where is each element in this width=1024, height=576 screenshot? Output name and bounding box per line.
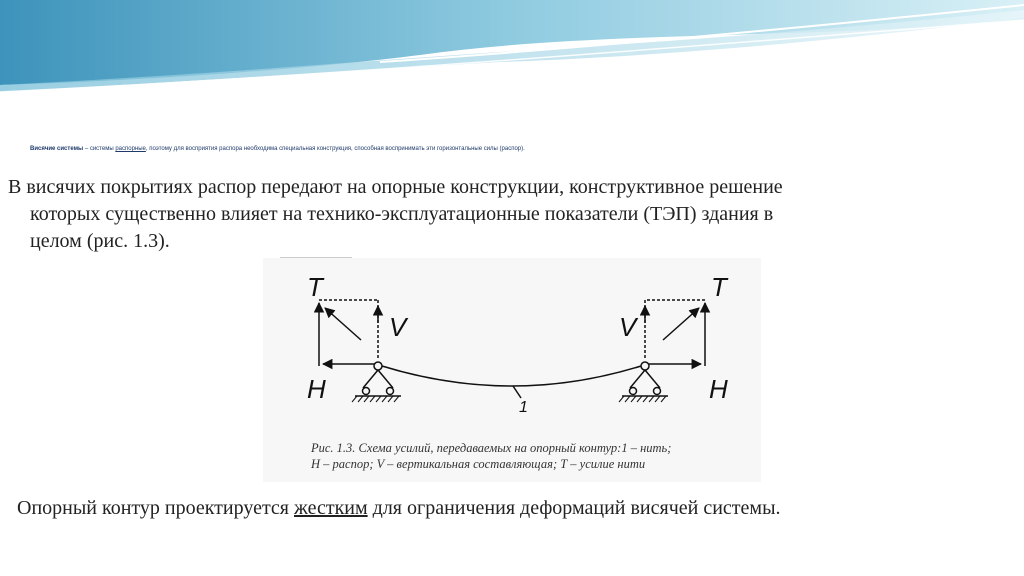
- caption-line1: Рис. 1.3. Схема усилий, передаваемых на опорный контур:1 – нить;: [311, 441, 672, 455]
- label-H-left: H: [307, 374, 326, 404]
- figure-caption: [311, 440, 751, 472]
- cable-curve: [382, 366, 641, 386]
- label-V-left: V: [389, 312, 407, 342]
- para1-line2: которых существенно влияет на технико-эксплуатационные показатели (ТЭП) здания в: [30, 203, 774, 225]
- para1-line3: целом (рис. 1.3).: [30, 230, 170, 252]
- label-T-left: T: [307, 272, 323, 302]
- note-link[interactable]: распорные: [115, 146, 146, 152]
- para2-before: Опорный контур проектируется: [17, 497, 295, 519]
- label-cable: 1: [519, 399, 528, 416]
- label-T-right: T: [711, 272, 727, 302]
- para2-emph: жестким: [294, 497, 368, 519]
- paragraph-1: [8, 174, 1024, 255]
- note-part1: – системы: [83, 146, 116, 152]
- note-part2: , поэтому для восприятия распора необходима специальная конструкция, способная воспринимать эти горизонтальные силы (распор).: [145, 146, 525, 152]
- label-H-right: H: [709, 374, 728, 404]
- background-waves: [0, 0, 1024, 100]
- note-bold: Висячие системы: [30, 146, 84, 152]
- caption-line2: Н – распор; V – вертикальная составляющая; Т – усилие нити: [311, 457, 646, 471]
- label-V-right: V: [619, 312, 637, 342]
- para2-after: для ограничения деформаций висячей системы.: [367, 497, 781, 519]
- figure-1-3: [263, 258, 761, 482]
- paragraph-2: [17, 497, 781, 520]
- para1-line1: В висячих покрытиях распор передают на опорные конструкции, конструктивное решение: [8, 176, 783, 198]
- definition-note: [30, 146, 525, 152]
